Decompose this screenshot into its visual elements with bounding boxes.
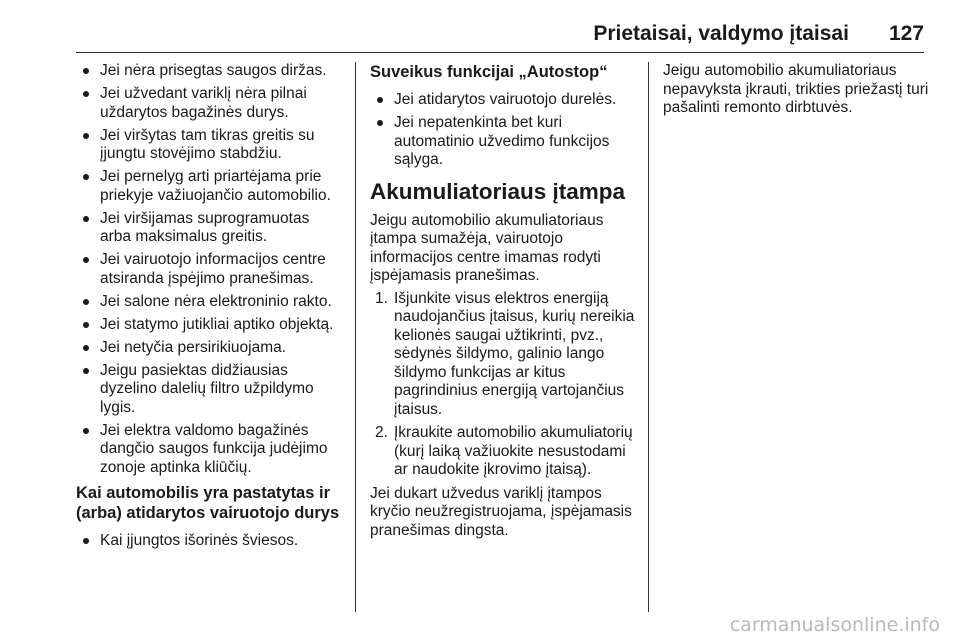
list-item: Jei vairuotojo informacijos centre atsiranda įspėjimo pranešimas.: [76, 251, 342, 288]
step-text: Įkraukite automobilio akumuliatorių (kurį laiką važiuokite nesustodami ar naudokite įkrovimo įtaisą).: [394, 424, 633, 478]
section-subheading: Kai automobilis yra pastatytas ir (arba) atidarytos vairuotojo durys: [76, 484, 340, 522]
column-divider-left: [355, 62, 356, 612]
page-title: Prietaisai, valdymo įtaisai: [593, 22, 849, 45]
step-number: 1.: [375, 289, 388, 307]
step-number: 2.: [375, 424, 388, 441]
list-item: Jei netyčia persirikiuojama.: [76, 339, 342, 358]
section-heading: Akumuliatoriaus įtampa: [370, 178, 626, 204]
warning-conditions-list: [76, 62, 342, 477]
paragraph: Jei dukart užvedus variklį įtampos kryčio neužregistruojama, įspėjamasis pranešimas dingsta.: [370, 484, 632, 539]
page-header: [76, 22, 924, 52]
list-item: Jei užvedant variklį nėra pilnai uždarytos bagažinės durys.: [76, 85, 342, 122]
list-item: Jei pernelyg arti priartėjama prie priekyje važiuojančio automobilio.: [76, 168, 342, 205]
step-text: Išjunkite visus elektros energiją naudojančius įtaisus, kurių nereikia kelionės saugai užtikrinti, pvz., sėdynės šildymo, galinio lango šildymo funkcijas ar kitus pagrindinius energiją vartojančius įtaisus.: [394, 289, 635, 418]
list-item: Jei viršytas tam tikras greitis su įjungtu stovėjimo stabdžiu.: [76, 127, 342, 164]
list-item: Jei nėra prisegtas saugos diržas.: [76, 62, 342, 81]
column-left: [76, 62, 342, 555]
column-right: [663, 62, 929, 122]
autostop-conditions-list: [370, 91, 636, 170]
column-divider-right: [648, 62, 649, 612]
list-item: Jei statymo jutikliai aptiko objektą.: [76, 316, 342, 335]
list-item: [370, 424, 636, 480]
watermark: carmanualsonline.info: [729, 614, 940, 636]
list-item: Jei atidarytos vairuotojo durelės.: [370, 91, 636, 110]
list-item: Jei nepatenkinta bet kuri automatinio užvedimo funkcijos sąlyga.: [370, 114, 636, 170]
steps-list: [370, 290, 636, 480]
paragraph: Jeigu automobilio akumuliatoriaus nepavyksta įkrauti, trikties priežastį turi pašalinti remonto dirbtuvės.: [663, 62, 929, 116]
section-subheading: Suveikus funkcijai „Autostop“: [370, 63, 608, 81]
header-rule: [76, 52, 924, 53]
column-middle: [370, 62, 636, 544]
parked-conditions-list: [76, 532, 342, 551]
list-item: Kai įjungtos išorinės šviesos.: [76, 532, 342, 551]
list-item: [370, 290, 636, 420]
paragraph: Jeigu automobilio akumuliatoriaus įtampa sumažėja, vairuotojo informacijos centre imamas rodyti įspėjamasis pranešimas.: [370, 211, 604, 284]
list-item: Jeigu pasiektas didžiausias dyzelino dalelių filtro užpildymo lygis.: [76, 362, 342, 418]
list-item: Jei viršijamas suprogramuotas arba maksimalus greitis.: [76, 210, 342, 247]
list-item: Jei elektra valdomo bagažinės dangčio saugos funkcija judėjimo zonoje aptinka kliūčių.: [76, 422, 342, 478]
page-number: 127: [888, 22, 924, 45]
list-item: Jei salone nėra elektroninio rakto.: [76, 293, 342, 312]
